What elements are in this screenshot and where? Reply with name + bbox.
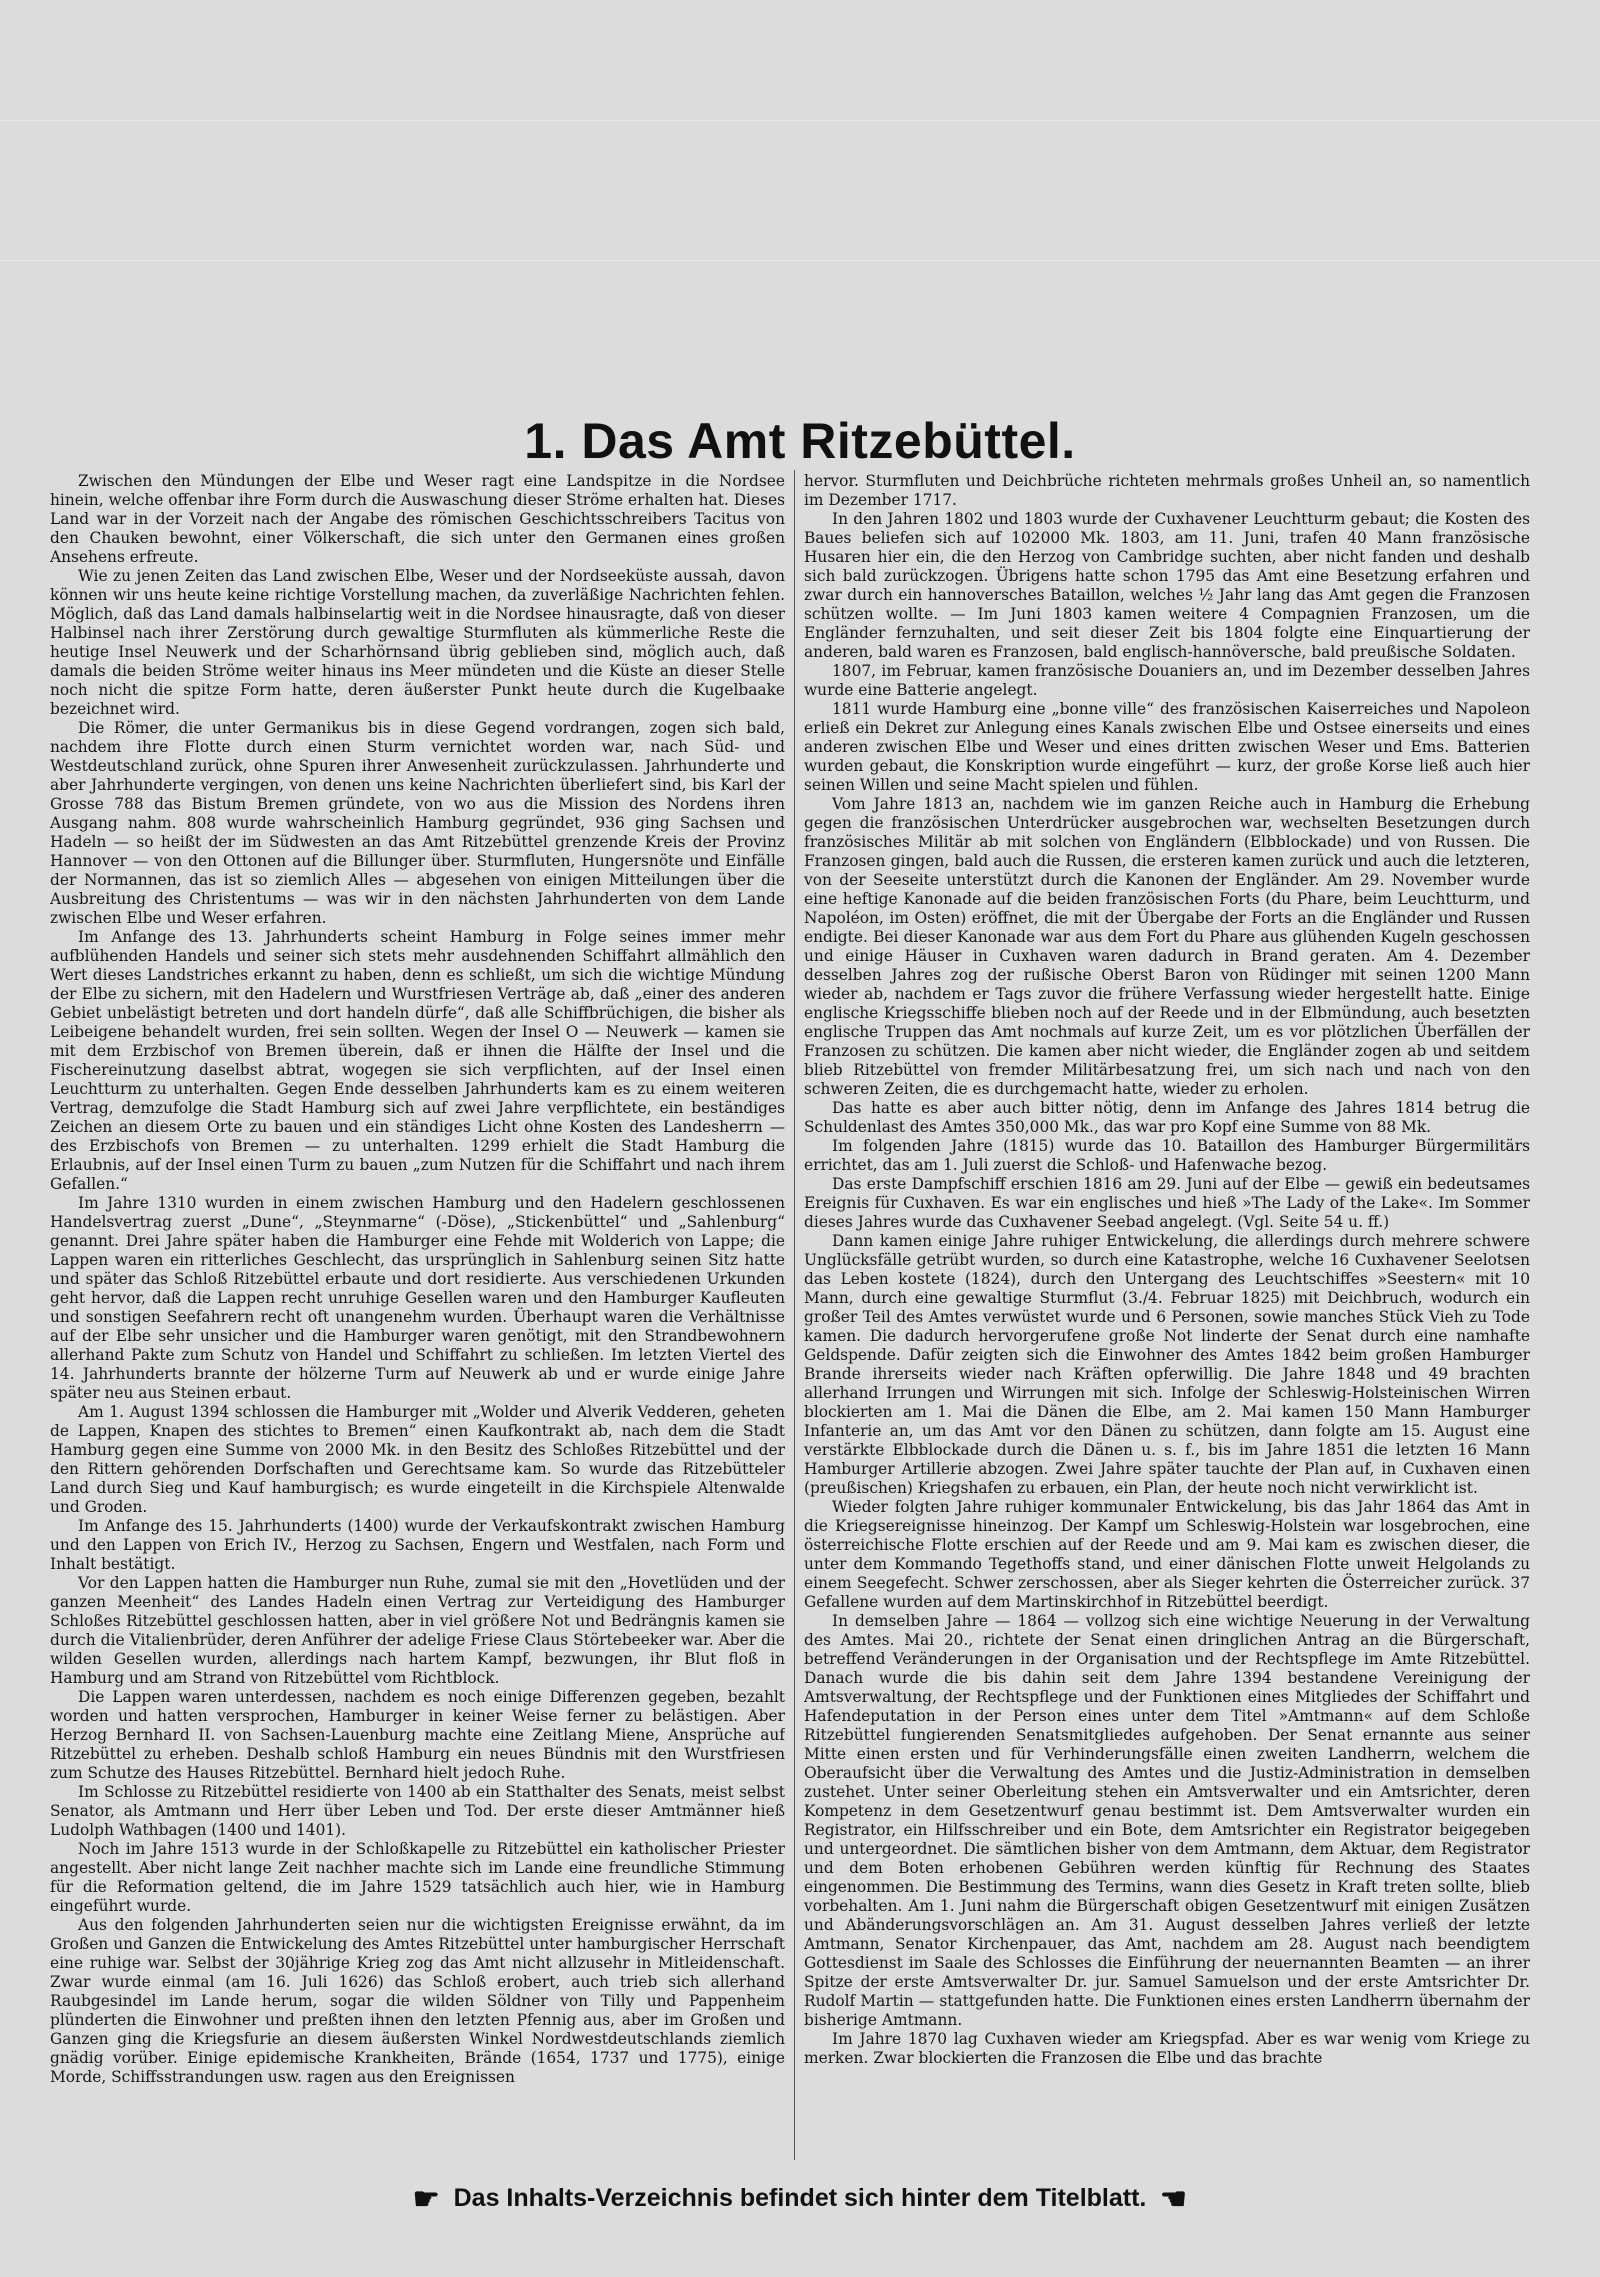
scan-artifact [0,120,1600,121]
paragraph: Vor den Lappen hatten die Hamburger nun Ruhe, zumal sie mit den „Hovetlüden und der ganzen Meenheit“ des Landes Hadeln einen Vertrag zur Verteidigung des Hamburger Schloßes Ritzebüttel geschlossen hatten, aber in viel größere Not und Bedrängnis kamen sie durch die Vitalienbrüder, deren Anführer der adelige Friese Claus Störtebeeker war. Aber die wilden Gesellen wurden, allerdings nach hartem Kampf, bezwungen, ihr Blut floß in Hamburg und am Strand von Ritzebüttel vom Richtblock. [50,1574,785,1687]
paragraph: Im Anfange des 13. Jahrhunderts scheint Hamburg in Folge seines immer mehr aufblühenden Handels und seiner sich stets mehr ausdehnenden Schiffahrt allmählich den Wert dieses Landstriches erkannt zu haben, denn es schließt, um sich die wichtige Mündung der Elbe zu sichern, mit den Hadelern und Wurstfriesen Verträge ab, daß „einer des anderen Gebiet unbelästigt betreten und dort handeln dürfe“, daß alle Schiffbrüchigen, die bisher als Leibeigene behandelt wurden, frei sein sollten. Wegen der Insel O — Neuwerk — kamen sie mit dem Erzbischof von Bremen überein, daß er ihnen die Hälfte der Insel und die Fischereinutzung daselbst abtrat, wogegen sie sich verpflichten, auf der Insel einen Leuchtturm zu unterhalten. Gegen Ende desselben Jahrhunderts kam es zu einem weiteren Vertrag, demzufolge die Stadt Hamburg sich auf zwei Jahre verpflichtete, ein beständiges Zeichen an diesem Orte zu bauen und ein ständiges Licht ohne Kosten des Landesherrn — des Erzbischofs von Bremen — zu unterhalten. 1299 erhielt die Stadt Hamburg die Erlaubnis, auf der Insel einen Turm zu bauen „zum Nutzen für die Schiffahrt und nach ihrem Gefallen.“ [50,928,785,1193]
paragraph: Dann kamen einige Jahre ruhiger Entwickelung, die allerdings durch mehrere schwere Unglücksfälle getrübt wurden, so durch eine Katastrophe, welche 16 Cuxhavener Seelotsen das Leben kostete (1824), durch den Untergang des Leuchtschiffes »Seestern« mit 10 Mann, durch eine gewaltige Sturmflut (3./4. Februar 1825) mit Deichbruch, wodurch ein großer Teil des Amtes verwüstet wurde und 6 Personen, sowie manches Stück Vieh zu Tode kamen. Die dadurch hervorgerufene große Not linderte der Senat durch eine namhafte Geldspende. Dafür zeigten sich die Einwohner des Amtes 1842 beim großen Hamburger Brande ihrerseits wieder nach Kräften opferwillig. Die Jahre 1848 und 49 brachten allerhand Irrungen und Wirrungen mit sich. Infolge der Schleswig-Holsteinischen Wirren blockierten am 1. Mai die Dänen die Elbe, am 2. Mai kamen 150 Mann Hamburger Infanterie an, um das Amt vor den Dänen zu schützen, dann folgte am 15. August eine verstärkte Elbblockade durch die Dänen u. s. f., bis im Jahre 1851 die letzten 16 Mann Hamburger Artillerie abzogen. Zwei Jahre später tauchte der Plan auf, in Cuxhaven einen (preußischen) Kriegshafen zu erbauen, ein Plan, der heute noch nicht verwirklicht ist. [804,1232,1530,1497]
paragraph: Wie zu jenen Zeiten das Land zwischen Elbe, Weser und der Nordseeküste aussah, davon können wir uns heute keine richtige Vorstellung machen, da zuverläßige Nachrichten fehlen. Möglich, daß das Land damals halbinselartig weit in die Nordsee hinausragte, daß von dieser Halbinsel nach ihrer Zerstörung durch gewaltige Sturmfluten als kümmerliche Reste die heutige Insel Neuwerk und der Scharhörnsand übrig geblieben sind, möglich auch, daß damals die beiden Ströme weiter hinaus ins Meer mündeten und die Küste an dieser Stelle noch nicht die spitze Form hatte, deren äußerster Punkt heute durch die Kugelbaake bezeichnet wird. [50,567,785,718]
paragraph: Zwischen den Mündungen der Elbe und Weser ragt eine Landspitze in die Nordsee hinein, welche offenbar ihre Form durch die Auswaschung dieser Ströme erhalten hat. Dieses Land war in der Vorzeit nach der Angabe des römischen Geschichtsschreibers Tacitus von den Chauken bewohnt, einer Völkerschaft, die sich unter den Germanen eines großen Ansehens erfreute. [50,472,785,566]
paragraph: Am 1. August 1394 schlossen die Hamburger mit „Wolder und Alverik Vedderen, geheten de Lappen, Knapen des stichtes to Bremen“ einen Kaufkontrakt ab, nach dem die Stadt Hamburg gegen eine Summe von 2000 Mk. in den Besitz des Schloßes Ritzebüttel und der den Rittern gehörenden Dorfschaften und Gerechtsame kam. So wurde das Ritzebütteler Land durch Sieg und Kauf hamburgisch; es wurde eingeteilt in die Kirchspiele Altenwalde und Groden. [50,1403,785,1516]
pointing-hand-icon: ☛ [412,2183,440,2216]
footer-text: Das Inhalts-Verzeichnis befindet sich hinter dem Titelblatt. [453,2184,1147,2212]
scan-artifact [0,260,1600,261]
paragraph: Aus den folgenden Jahrhunderten seien nur die wichtigsten Ereignisse erwähnt, da im Großen und Ganzen die Entwickelung des Amtes Ritzebüttel unter hamburgischer Herrschaft eine ruhige war. Selbst der 30jährige Krieg zog das Amt nicht allzusehr in Mitleidenschaft. Zwar wurde einmal (am 16. Juli 1626) das Schloß erobert, auch trieb sich allerhand Raubgesindel im Lande herum, sogar die wilden Söldner von Tilly und Pappenheim plünderten die Einwohner und preßten ihnen den letzten Pfennig aus, aber im Großen und Ganzen ging die Kriegsfurie an diesem äußersten Winkel Nordwestdeutschlands ziemlich gnädig vorüber. Einige epidemische Krankheiten, Brände (1654, 1737 und 1775), einige Morde, Schiffsstrandungen usw. ragen aus den Ereignissen [50,1916,785,2086]
paragraph: In demselben Jahre — 1864 — vollzog sich eine wichtige Neuerung in der Verwaltung des Amtes. Mai 20., richtete der Senat einen dringlichen Antrag an die Bürgerschaft, betreffend Veränderungen in der Organisation und der Rechtspflege im Amte Ritzebüttel. Danach wurde die bis dahin seit dem Jahre 1394 bestandene Vereinigung der Amtsverwaltung, der Rechtspflege und der Funktionen eines Mitgliedes der Schiffahrt und Hafendeputation in der Person eines unter dem Titel »Amtmann« auf dem Schloße Ritzebüttel fungierenden Senatsmitgliedes aufgehoben. Der Senat ernannte aus seiner Mitte einen ersten und für Verhinderungsfälle einen zweiten Landherrn, welchem die Oberaufsicht über die Verwaltung des Amtes und die Justiz-Administration in demselben zustehet. Unter seiner Oberleitung stehen ein Amtsverwalter und ein Amtsrichter, deren Kompetenz in dem Gesetzentwurf genau bestimmt ist. Dem Amtsverwalter wurden ein Registrator, ein Hilfsschreiber und ein Bote, dem Amtsrichter ein Registrator beigegeben und untergeordnet. Die sämtlichen bisher von dem Amtmann, dem Aktuar, dem Registrator und dem Boten erhobenen Gebühren werden künftig für Rechnung des Staates eingenommen. Die Bestimmung des Termins, wann dies Gesetz in Kraft treten sollte, blieb vorbehalten. Am 1. Juni nahm die Bürgerschaft obigen Gesetzentwurf mit einigen Zusätzen und Abänderungsvorschlägen an. Am 31. August desselben Jahres verließ der letzte Amtmann, Senator Kirchenpauer, das Amt, nachdem am 28. August nach beendigtem Gottesdienst im Saale des Schlosses die Einführung der neuernannten Beamten — an ihrer Spitze der erste Amtsverwalter Dr. jur. Samuel Samuelson und der erste Amtsrichter Dr. Rudolf Martin — stattgefunden hatte. Die Funktionen eines ersten Landherrn übernahm der bisherige Amtmann. [804,1612,1530,2029]
paragraph: 1807, im Februar, kamen französische Douaniers an, und im Dezember desselben Jahres wurde eine Batterie angelegt. [804,662,1530,699]
paragraph: Im Anfange des 15. Jahrhunderts (1400) wurde der Verkaufskontrakt zwischen Hamburg und den Lappen von Erich IV., Herzog zu Sachsen, Engern und Westfalen, nach Form und Inhalt bestätigt. [50,1517,785,1573]
paragraph: Vom Jahre 1813 an, nachdem wie im ganzen Reiche auch in Hamburg die Erhebung gegen die französischen Unterdrücker ausgebrochen war, wechselten Besetzungen durch französisches Militär ab mit solchen von Engländern (Elbblockade) und von Russen. Die Franzosen gingen, bald auch die Russen, die ersteren kamen zurück und auch die letzteren, von der Seeseite unterstützt durch die Kanonen der Engländer. Am 29. November wurde eine heftige Kanonade auf die beiden französischen Forts (du Phare, beim Leuchtturm, und Napoléon, im Osten) eröffnet, die mit der Übergabe der Forts an die Engländer und Russen endigte. Bei dieser Kanonade war aus dem Fort du Phare aus glühenden Kugeln geschossen und einige Häuser in Cuxhaven waren dadurch in Brand geraten. Am 4. Dezember desselben Jahres zog der rußische Oberst Baron von Rüdinger mit seinen 1200 Mann wieder ab, nachdem er Tags zuvor die frühere Verfassung wieder hergestellt hatte. Einige englische Kriegsschiffe blieben noch auf der Reede und in der Elbmündung, auch besetzten englische Truppen das Amt nochmals auf kurze Zeit, um es vor plötzlichen Überfällen der Franzosen zu schützen. Die kamen aber nicht wieder, die Engländer zogen ab und seitdem blieb Ritzebüttel von fremder Militärbesatzung frei, um sich nach und nach von den schweren Zeiten, die es durchgemacht hatte, wieder zu erholen. [804,795,1530,1098]
paragraph: 1811 wurde Hamburg eine „bonne ville“ des französischen Kaiserreiches und Napoleon erließ ein Dekret zur Anlegung eines Kanals zwischen Elbe und Ostsee einerseits und eines anderen zwischen Elbe und Weser und eines dritten zwischen Weser und Ems. Batterien wurden gebaut, die Konskription wurde eingeführt — kurz, der große Korse ließ auch hier seinen Willen und seine Macht spielen und fühlen. [804,700,1530,794]
paragraph: hervor. Sturmfluten und Deichbrüche richteten mehrmals großes Unheil an, so namentlich im Dezember 1717. [804,472,1530,509]
right-column [804,472,1530,2162]
footer-note [0,2182,1600,2217]
paragraph: Wieder folgten Jahre ruhiger kommunaler Entwickelung, bis das Jahr 1864 das Amt in die Kriegsereignisse hineinzog. Der Kampf um Schleswig-Holstein war losgebrochen, eine österreichische Flotte erschien auf der Reede und am 9. Mai kam es zwischen dieser, die unter dem Kommando Tegethoffs stand, und einer dänischen Flotte unweit Helgolands zu einem Seegefecht. Schwer zerschossen, aber als Sieger kehrten die Österreicher zurück. 37 Gefallene wurden auf dem Martinskirchhof in Ritzebüttel beerdigt. [804,1498,1530,1611]
paragraph: Die Lappen waren unterdessen, nachdem es noch einige Differenzen gegeben, bezahlt worden und hatten versprochen, Hamburger in keiner Weise ferner zu belästigen. Aber Herzog Bernhard II. von Sachsen-Lauenburg machte eine Zeitlang Miene, Ansprüche auf Ritzebüttel zu erheben. Deshalb schloß Hamburg ein neues Bündnis mit den Wurstfriesen zum Schutze des Hauses Ritzebüttel. Bernhard hielt jedoch Ruhe. [50,1688,785,1782]
paragraph: Im folgenden Jahre (1815) wurde das 10. Bataillon des Hamburger Bürgermilitärs errichtet, das am 1. Juli zuerst die Schloß- und Hafenwache bezog. [804,1137,1530,1174]
paragraph: Im Jahre 1870 lag Cuxhaven wieder am Kriegspfad. Aber es war wenig vom Kriege zu merken. Zwar blockierten die Franzosen die Elbe und das brachte [804,2030,1530,2067]
pointing-hand-icon: ☛ [1160,2183,1188,2216]
page-title: 1. Das Amt Ritzebüttel. [524,412,1076,469]
paragraph: Noch im Jahre 1513 wurde in der Schloßkapelle zu Ritzebüttel ein katholischer Priester angestellt. Aber nicht lange Zeit nachher machte sich im Lande eine freundliche Stimmung für die Reformation geltend, die im Jahre 1529 tatsächlich auch hier, wie in Hamburg eingeführt wurde. [50,1840,785,1915]
paragraph: Im Schlosse zu Ritzebüttel residierte von 1400 ab ein Statthalter des Senats, meist selbst Senator, als Amtmann und Herr über Leben und Tod. Der erste dieser Amtmänner hieß Ludolph Wathbagen (1400 und 1401). [50,1783,785,1839]
paragraph: Im Jahre 1310 wurden in einem zwischen Hamburg und den Hadelern geschlossenen Handelsvertrag zuerst „Dune“, „Steynmarne“ (-Döse), „Stickenbüttel“ und „Sahlenburg“ genannt. Drei Jahre später haben die Hamburger eine Fehde mit Wolderich von Lappe; die Lappen waren ein ritterliches Geschlecht, das ursprünglich in Sahlenburg seinen Sitz hatte und später das Schloß Ritzebüttel erbaute und dort residierte. Aus verschiedenen Urkunden geht hervor, daß die Lappen recht unruhige Gesellen waren und den Hamburger Kaufleuten und sonstigen Seefahrern recht oft unangenehm wurden. Überhaupt waren die Verhältnisse auf der Elbe sehr unsicher und die Hamburger waren genötigt, mit den Strandbewohnern allerhand Pakte zum Schutz von Handel und Schiffahrt zu schließen. Im letzten Viertel des 14. Jahrhunderts brannte der hölzerne Turm auf Neuwerk ab und er wurde einige Jahre später neu aus Steinen erbaut. [50,1194,785,1402]
paragraph: Das erste Dampfschiff erschien 1816 am 29. Juni auf der Elbe — gewiß ein bedeutsames Ereignis für Cuxhaven. Es war ein englisches und hieß »The Lady of the Lake«. Im Sommer dieses Jahres wurde das Cuxhavener Seebad angelegt. (Vgl. Seite 54 u. ff.) [804,1175,1530,1231]
paragraph: Das hatte es aber auch bitter nötig, denn im Anfange des Jahres 1814 betrug die Schuldenlast des Amtes 350,000 Mk., das war pro Kopf eine Summe von 88 Mk. [804,1099,1530,1136]
column-divider [794,470,795,2160]
paragraph: In den Jahren 1802 und 1803 wurde der Cuxhavener Leuchtturm gebaut; die Kosten des Baues beliefen sich auf 102000 Mk. 1803, am 11. Juni, trafen 40 Mann französische Husaren hier ein, die den Herzog von Cambridge suchten, aber nicht fanden und deshalb sich bald zurückzogen. Übrigens hatte schon 1795 das Amt eine Besetzung erfahren und zwar durch ein hannoversches Bataillon, welches ½ Jahr lang das Amt gegen die Franzosen schützen wollte. — Im Juni 1803 kamen weitere 4 Compagnien Franzosen, um die Engländer fernzuhalten, und seit dieser Zeit bis 1804 folgte eine Einquartierung der anderen, bald waren es Franzosen, bald englisch-hannöversche, bald preußische Soldaten. [804,510,1530,661]
paragraph: Die Römer, die unter Germanikus bis in diese Gegend vordrangen, zogen sich bald, nachdem ihre Flotte durch einen Sturm vernichtet worden war, nach Süd- und Westdeutschland zurück, ohne Spuren ihrer Anwesenheit zurückzulassen. Jahrhunderte und aber Jahrhunderte vergingen, von denen uns keine Nachrichten überliefert sind, bis Karl der Grosse 788 das Bistum Bremen gründete, von wo aus die Mission des Nordens ihren Ausgang nahm. 808 wurde wahrscheinlich Hamburg gegründet, 936 ging Sachsen und Hadeln — so heißt der im Südwesten an das Amt Ritzebüttel grenzende Kreis der Provinz Hannover — von den Ottonen auf die Billunger über. Sturmfluten, Hungersnöte und Einfälle der Normannen, das ist so ziemlich Alles — abgesehen von einigen Mitteilungen über die Ausbreitung des Christentums — was wir in den nächsten Jahrhunderten von dem Lande zwischen Elbe und Weser erfahren. [50,719,785,927]
left-column [50,472,785,2162]
